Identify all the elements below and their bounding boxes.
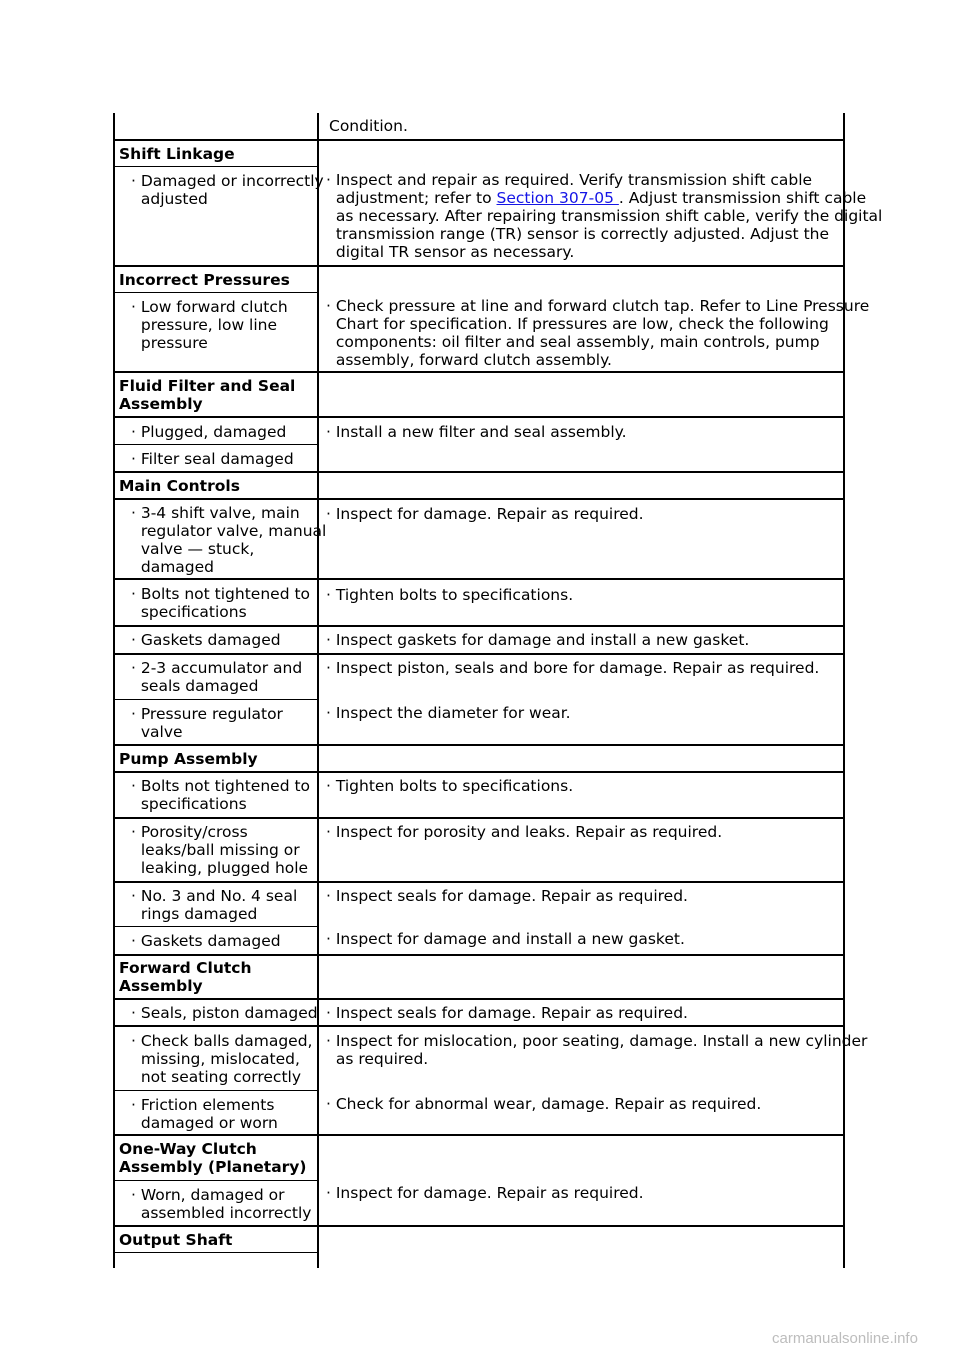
action-cell: · Check for abnormal wear, damage. Repair as required. — [326, 1095, 762, 1113]
action-cell: · Inspect for mislocation, poor seating, damage. Install a new cylinder as required. — [326, 1032, 868, 1068]
watermark: carmanualsonline.info — [772, 1330, 918, 1347]
table-column-divider — [317, 113, 319, 1268]
action-cell: · Inspect seals for damage. Repair as required. — [326, 887, 688, 905]
action-cell: · Inspect for damage. Repair as required. — [326, 505, 644, 523]
action-cell: · Inspect for damage and install a new gasket. — [326, 930, 685, 948]
row-divider — [113, 1025, 845, 1027]
cause-cell: · No. 3 and No. 4 seal rings damaged — [131, 887, 298, 923]
row-divider — [113, 954, 845, 956]
cell-divider — [113, 699, 317, 700]
action-cell: · Install a new filter and seal assembly. — [326, 423, 627, 441]
action-cell: · Tighten bolts to specifications. — [326, 586, 574, 604]
cell-divider — [113, 926, 317, 927]
row-divider — [113, 1225, 845, 1227]
row-divider — [113, 653, 845, 655]
cause-cell: · 2-3 accumulator and seals damaged — [131, 659, 303, 695]
row-divider — [113, 498, 845, 500]
cause-cell: · Worn, damaged or assembled incorrectly — [131, 1186, 312, 1222]
cell-divider — [113, 1252, 317, 1253]
cause-cell: · Bolts not tightened to specifications — [131, 777, 311, 813]
cause-cell: · Low forward clutch pressure, low line pressure — [131, 298, 288, 352]
row-divider — [113, 139, 845, 141]
cell-divider — [113, 292, 317, 293]
row-divider — [113, 1134, 845, 1136]
cause-cell: · Friction elements damaged or worn — [131, 1096, 278, 1132]
cell-divider — [113, 1180, 317, 1181]
row-divider — [113, 371, 845, 373]
row-divider — [113, 625, 845, 627]
group-header: Pump Assembly — [119, 750, 258, 768]
action-cell: · Inspect seals for damage. Repair as required. — [326, 1004, 688, 1022]
cell-divider — [113, 444, 317, 445]
row-divider — [113, 881, 845, 883]
section-307-05-link[interactable]: Section 307-05 — [496, 189, 619, 207]
table-right-border — [843, 113, 845, 1268]
cell-divider — [113, 1090, 317, 1091]
table-left-border — [113, 113, 115, 1268]
row-divider — [113, 817, 845, 819]
group-header: Incorrect Pressures — [119, 271, 290, 289]
action-text: · Inspect and repair as required. Verify transmission shift cable adjustment; refer to — [326, 171, 813, 207]
cause-cell: · Check balls damaged, missing, mislocated, not seating correctly — [131, 1032, 313, 1086]
action-cell: · Tighten bolts to specifications. — [326, 777, 574, 795]
group-header: Shift Linkage — [119, 145, 235, 163]
row-divider — [113, 998, 845, 1000]
group-header: One-Way Clutch Assembly (Planetary) — [119, 1140, 307, 1176]
row-divider — [113, 744, 845, 746]
cause-cell: · Plugged, damaged — [131, 423, 287, 441]
cause-cell: · Damaged or incorrectly adjusted — [131, 172, 324, 208]
row-divider — [113, 471, 845, 473]
cause-cell: · 3-4 shift valve, main regulator valve, manual valve — stuck, damaged — [131, 504, 327, 576]
action-cell: · Inspect the diameter for wear. — [326, 704, 571, 722]
action-text: . Adjust transmission shift cable as necessary. After repairing transmission shift cable, verify the digital transmission range (TR) sensor is correctly adjusted. Adjust the digital TR sensor as necessary. — [335, 189, 883, 261]
group-header: Main Controls — [119, 477, 240, 495]
action-cell: · Inspect for porosity and leaks. Repair as required. — [326, 823, 723, 841]
row-divider — [113, 771, 845, 773]
group-header: Output Shaft — [119, 1231, 233, 1249]
row-divider — [113, 578, 845, 580]
continued-text: Condition. — [329, 117, 408, 135]
cell-divider — [113, 166, 317, 167]
row-divider — [113, 265, 845, 267]
cause-cell: · Pressure regulator valve — [131, 705, 283, 741]
group-header: Forward Clutch Assembly — [119, 959, 252, 995]
action-cell: · Inspect piston, seals and bore for damage. Repair as required. — [326, 659, 820, 677]
action-cell: · Inspect for damage. Repair as required. — [326, 1184, 644, 1202]
row-divider — [113, 416, 845, 418]
action-cell: · Check pressure at line and forward clutch tap. Refer to Line Pressure Chart for specification. If pressures are low, check the following components: oil filter and seal assembly, main controls, pump assembly, forward clutch assembly. — [326, 297, 870, 369]
cause-cell: · Bolts not tightened to specifications — [131, 585, 311, 621]
cause-cell: · Gaskets damaged — [131, 631, 281, 649]
cause-cell: · Seals, piston damaged — [131, 1004, 318, 1022]
cause-cell: · Filter seal damaged — [131, 450, 294, 468]
cause-cell: · Gaskets damaged — [131, 932, 281, 950]
action-cell: · Inspect gaskets for damage and install a new gasket. — [326, 631, 750, 649]
action-cell — [326, 171, 882, 261]
group-header: Fluid Filter and Seal Assembly — [119, 377, 296, 413]
cause-cell: · Porosity/cross leaks/ball missing or leaking, plugged hole — [131, 823, 309, 877]
